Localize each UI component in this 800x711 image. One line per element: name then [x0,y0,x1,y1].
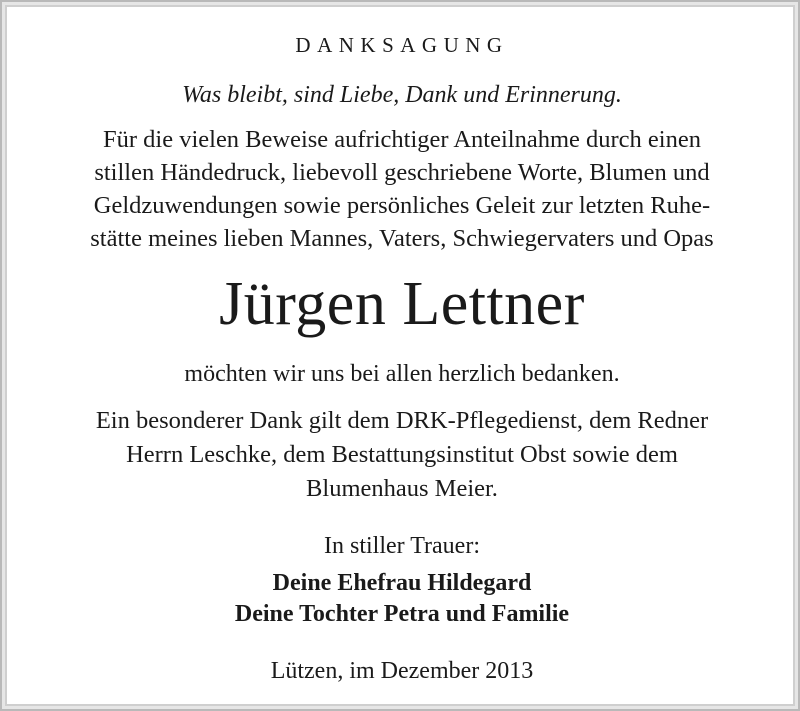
signers [2,568,800,630]
deceased-name: Jürgen Lettner [219,270,585,338]
place-date: Lützen, im Dezember 2013 [270,658,534,684]
thanks-line: möchten wir uns bei allen herzlich bedanken. [184,361,620,387]
heading: DANKSAGUNG [295,33,509,57]
paragraph-line: Geldzuwendungen sowie persönliches Geleit zur letzten Ruhe- [93,192,711,219]
paragraph-line: Ein besonderer Dank gilt dem DRK-Pflegedienst, dem Redner [95,407,709,434]
paragraph-line: Blumenhaus Meier. [306,475,498,502]
gratitude-paragraph [2,123,800,255]
paragraph-line: Für die vielen Beweise aufrichtiger Anteilnahme durch einen [102,126,701,153]
mourning-line: In stiller Trauer: [324,533,480,559]
paragraph-line: stillen Händedruck, liebevoll geschriebene Worte, Blumen und [94,159,710,186]
signer-line: Deine Tochter Petra und Familie [234,601,570,627]
motto: Was bleibt, sind Liebe, Dank und Erinnerung. [182,82,622,108]
paragraph-line: Herrn Leschke, dem Bestattungsinstitut Obst sowie dem [126,441,678,468]
paragraph-line: stätte meines lieben Mannes, Vaters, Schwiegervaters und Opas [90,225,714,252]
signer-line: Deine Ehefrau Hildegard [272,570,532,596]
special-thanks-paragraph [2,404,800,506]
